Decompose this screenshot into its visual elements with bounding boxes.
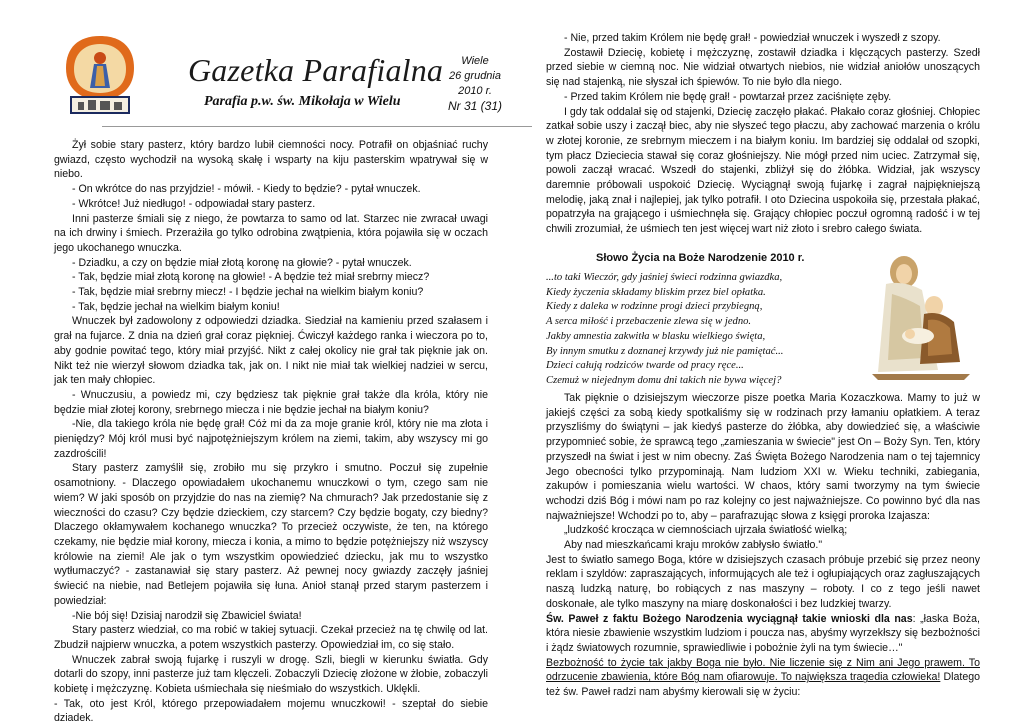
scripture-quote: „ludzkość krocząca w ciemnościach ujrzała światłość wielką; xyxy=(564,524,848,537)
homily xyxy=(546,391,980,700)
poem-line: Kiedy z daleka w rodzinne progi dzieci przybiegną, xyxy=(546,301,763,313)
issue-number: Nr 31 (31) xyxy=(447,99,503,113)
masthead xyxy=(64,34,504,124)
paragraph xyxy=(546,612,980,656)
newsletter-subtitle: Parafia p.w. św. Mikołaja w Wielu xyxy=(204,94,401,109)
underlined-text: Bezbożność to życie tak jakby Boga nie było. Nie liczenie się z Nim ani Jego prawem. To odrzucenie zbawienia, które Bóg nam ofiarowuje. To największa tragedia człowieka! xyxy=(546,656,980,684)
issue-year: 2010 r. xyxy=(458,85,492,97)
paragraph: - Nie, przed takim Królem nie będę grał! - powiedział wnuczek i wyszedł z szopy. xyxy=(564,32,941,44)
section-heading: Słowo Życia na Boże Narodzenie 2010 r. xyxy=(596,252,805,264)
paragraph-rest: : „łaska Boża, która niesie zbawienie wszystkim ludziom i poucza nas, abyśmy wyrzekłszy się bezbożności i żądz światowych rozumnie, sprawiedliwie i pobożnie żyli na tym świecie…" xyxy=(546,612,980,654)
issue-place: Wiele xyxy=(461,55,489,67)
paragraph: - Tak, będzie jechał na wielkim białym koniu! xyxy=(72,300,280,313)
paragraph: Stary pasterz zamyślił się, zrobiło mu się przykro i smutno. Poczuł się zupełnie osamotniony. - Dlaczego opowiadałem ukochanemu wnuczkowi o tym, czego sam nie wiem? W jaki sposób on przyjdzie do nas na ziemię? Na chmurach? Jak przedostanie się z wieczności do czasu? Czy będzie dzieckiem, czy starcem? Czy będzie bogaty, czy biedny? Dlaczego okłamywałem kochanego wnuczka? To przecież oczywiste, że ten, na którego czekamy, nie będzie miał korony, miecza i konia, a mimo to będzie potężniejszy niż wszyscy królowie na ziemi! Ale jak o tym wszystkim opowiedzieć dziecku, jak mu to wszystko wytłumaczyć? - zastanawiał się stary pasterz. Aż pewnej nocy gwiazdy zaczęły jaśniej świecić na niebie, nad Betlejem pojawiła się łuna. Anioł stanął przed starym pasterzem i powiedział: xyxy=(54,462,488,607)
newsletter-title: Gazetka Parafialna xyxy=(188,52,444,88)
paragraph: - Tak, będzie miał srebrny miecz! - I będzie jechał na wielkim białym koniu? xyxy=(72,286,424,299)
poem-line: Dzieci całują rodziców twarde od pracy ręce... xyxy=(546,360,744,372)
issue-meta xyxy=(420,54,530,114)
paragraph: -Nie bój się! Dzisiaj narodził się Zbawiciel świata! xyxy=(72,609,302,622)
paragraph xyxy=(546,656,980,700)
paragraph: Zostawił Dziecię, kobietę i mężczyznę, zostawił dziadka i klęczących pasterzy. Szedł przed siebie w ciemną noc. Nie widział otwartych niebios, nie widział aniołów unoszących się nad stajenką, nie słyszał ich śpiewów. To nie było dla niego. xyxy=(546,46,980,89)
left-column xyxy=(48,0,503,725)
right-column xyxy=(546,0,980,724)
paragraph: Wnuczek był zadowolony z odpowiedzi dziadka. Siedział na kamieniu przed szałasem i grał na fujarce. Z dnia na dzień grał coraz piękniej. Ćwiczył każdego ranka i wieczora po to, aby godnie powitać tego, który miał przyjść. Nikt z całej okolicy nie grał tak pięknie jak on. Nikt też nie wierzył słowom dziadka tak, jak on. I nikt nie miał tak wielkiej nadziei w sercu, jak ten mały chłopiec. xyxy=(54,315,488,387)
paragraph: - Wkrótce! Już niedługo! - odpowiadał stary pasterz. xyxy=(72,197,316,210)
issue-date: 26 grudnia xyxy=(449,70,501,82)
paragraph: Inni pasterze śmiali się z niego, że powtarza to samo od lat. Starzec nie zwracał uwagi na ich drwiny i śmiech. Przerażiła go tylko odrobina zwątpienia, która pojawiła się w oczach jego ukochanego wnuczka. xyxy=(54,212,488,254)
sanctuary-seal-logo xyxy=(64,34,136,118)
paragraph: Stary pasterz wiedział, co ma robić w takiej sytuacji. Czekał przecież na tę chwilę od lat. Zbudził najpierw wnuczka, a potem wszystkich pasterzy. Opowiedział im, co się stało. xyxy=(54,624,488,651)
poem-line: Jakby amnestia zakwitła w blasku wielkiego święta, xyxy=(546,330,766,342)
poem xyxy=(546,271,846,389)
story-part-1 xyxy=(54,138,488,726)
story-part-2 xyxy=(546,31,980,237)
nativity-illustration xyxy=(864,250,978,380)
paragraph: Żył sobie stary pasterz, który bardzo lubił ciemności nocy. Potrafił on objaśniać ruchy gwiazd, często wychodził na wysoką skałę i wsparty na kiju pasterskim wpatrywał się w niebo. xyxy=(54,139,488,181)
paragraph-rest: Dlatego też św. Paweł radzi nam abyśmy kierowali się w życiu: xyxy=(546,671,980,699)
paragraph: Tak pięknie o dzisiejszym wieczorze pisze poetka Maria Kozaczkowa. Mamy to już w jakiejś części za sobą kiedy spotkaliśmy się w rodzinach przy łamaniu opłatkiem. A teraz przyszliśmy do świątyni – jak kiedyś pasterze do żłóbka, aby dowiedzieć się, a właściwie przypomnieć sobie, że sprawcą tego „zamieszania w świecie" jest On – Boży Syn. Ten, który przyszedł na świat i jest w nim obecny. Zaś Święta Bożego Narodzenia nam o tej tajemnicy Jego obecności tylko przypominają. Nam ludziom XXI w. Wieku techniki, zabiegania, zakupów i pomieszania wielu wartości. W chaos, który sami tworzymy na tym świecie wchodzi dziś Bóg i mówi nam po raz kolejny co jest najważniejsze. Co powinno być dla nas najważniejsze! Wchodzi po to, aby – parafrazując słowa z księgi proroka Izajasza: xyxy=(546,392,980,522)
paragraph: - Tak, oto jest Król, którego przepowiadałem mojemu wnuczkowi! - szeptał do siebie dziadek. xyxy=(54,697,488,725)
paragraph: - Dziadku, a czy on będzie miał złotą koronę na głowie? - pytał wnuczek. xyxy=(72,256,412,269)
paragraph: - Przed takim Królem nie będę grał! - powtarzał przez zaciśnięte zęby. xyxy=(564,90,892,103)
poem-line: Kiedy życzenia składamy bliskim przez biel opłatka. xyxy=(546,286,766,298)
poem-line: Czemuż w niejednym domu dni takich nie bywa więcej? xyxy=(546,374,782,386)
bold-lead: Św. Paweł z faktu Bożego Narodzenia wyciągnął takie wnioski dla nas xyxy=(546,612,913,625)
scripture-quote: Aby nad mieszkańcami kraju mroków zabłysło światło." xyxy=(564,539,823,552)
paragraph: Jest to światło samego Boga, które w dzisiejszych czasach próbuje przebić się przez neony reklam i szyldów: zapraszających, informujących ale też i ogłupiających oraz zagłuszających naszą ludzką naturę, bo robiących z nas maszyny – roboty. I co z tego jeśli nawet doskonałe, ale tylko maszyny na miarę doskonałości i bez ludzkiej twarzy. xyxy=(546,553,980,610)
paragraph: - Tak, będzie miał złotą koronę na głowie! - A będzie też miał srebrny miecz? xyxy=(72,271,430,284)
paragraph: Wnuczek zabrał swoją fujarkę i ruszyli w drogę. Szli, biegli w kierunku światła. Gdy dotarli do szopy, inni pasterze już tam klęczeli. Zobaczyli Dziecię złożone w żłobie, zobaczyli kobietę i mężczyznę. Kobieta uśmiechała się nieśmiało do wszystkich. Uklękli. xyxy=(54,653,488,696)
paragraph: - On wkrótce do nas przyjdzie! - mówił. - Kiedy to będzie? - pytał wnuczek. xyxy=(72,183,421,196)
poem-line: A serca miłość i przebaczenie zlewa się w jedno. xyxy=(546,316,752,328)
poem-line: ...to taki Wieczór, gdy jaśniej świeci rodzinna gwiazdka, xyxy=(546,272,783,283)
poem-line: By innym smutku z doznanej krzywdy już nie pamiętać... xyxy=(546,345,784,357)
paragraph: -Nie, dla takiego króla nie będę grał! Cóż mi da za moje granie król, który nie ma złota i pieniędzy? Mój król musi być najpotężniejszym królem na ziemi, takim, aby wszyscy mi go zazdrościli! xyxy=(54,418,488,460)
masthead-divider xyxy=(102,126,532,127)
paragraph: I gdy tak oddalał się od stajenki, Dziecię zaczęło płakać. Płakało coraz głośniej. Chłopiec zatkał sobie uszy i zaczął biec, aby nie słyszeć tego płaczu, aby zachować marzenia o królu w złotej koronie, ze srebrnym mieczem i na białym koniu. Im bardziej się oddalał od szopki, tym płacz Dzieciecia stawał się coraz głośniejszy. Nie mógł przed nim uciec. Zatrzymał się, powoli zaczął wracać. Wszedł do stajenki, zbliżył się do żłóbka. Widział, jak wszyscy daremnie próbowali uspokoić Dziecię. Wyciągnął swoją fujarkę i zagrał najpiękniejszą melodię, jaką znał i najlepiej, jak tylko potrafił. I oto Dziecina uspokoiła się, przestała płakać, popatrzyła na grającego i uśmiechnęła się. Grający chłopiec poczuł ogromną radość i w tej chwili zrozumiał, że uśmiech ten jest więcej wart niż złoto i srebro całego świata. xyxy=(546,105,980,236)
paragraph: - Wnuczusiu, a powiedz mi, czy będziesz tak pięknie grał także dla króla, który nie będzie miał złotej korony, srebrnego miecza i nie będzie jechał na białym koniu? xyxy=(54,388,488,416)
